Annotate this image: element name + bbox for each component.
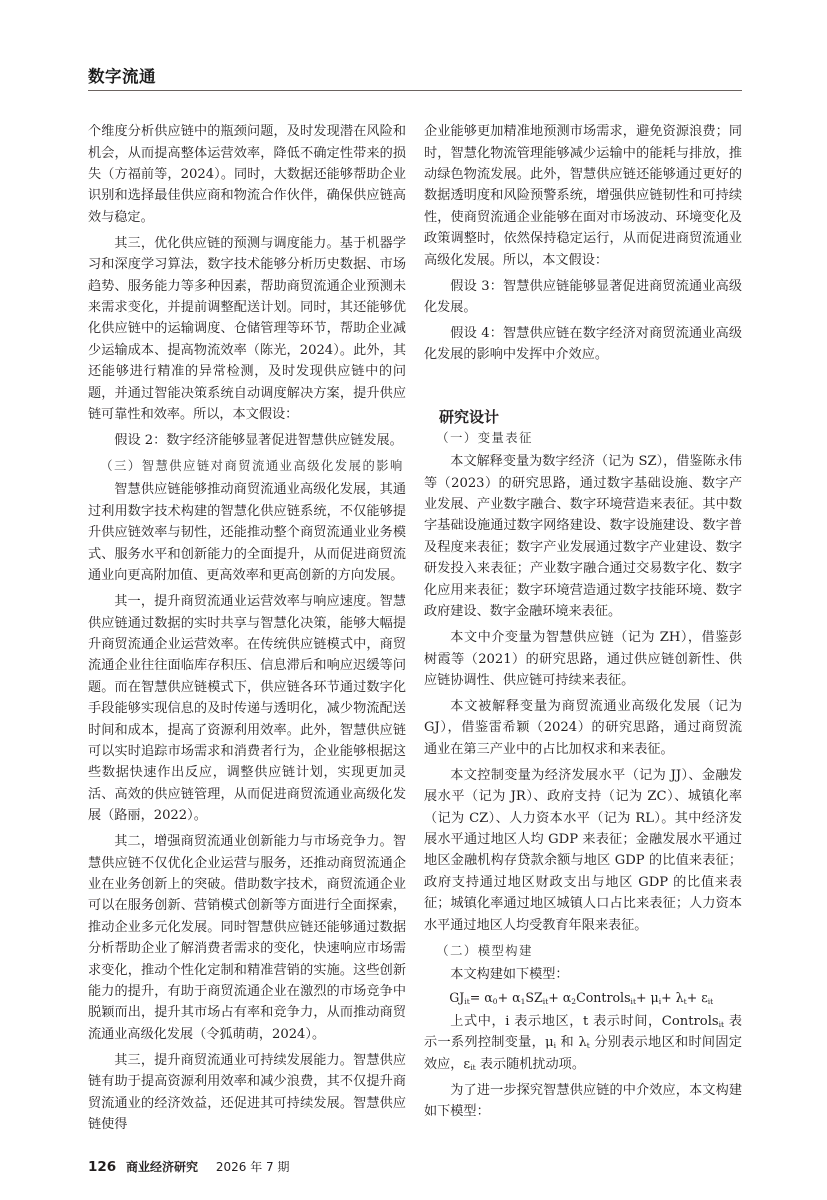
subsection-heading: （一）变量表征 — [436, 430, 533, 445]
right-column — [424, 121, 742, 1127]
text-segment: Controls — [576, 990, 631, 1006]
subscript: it — [464, 997, 470, 1007]
subsection-heading: （三）智慧供应链对商贸流通业高级化发展的影响 — [100, 459, 404, 474]
body-columns — [88, 121, 742, 1140]
paragraph: 本文控制变量为经济发展水平（记为 JJ）、金融发展水平（记为 JR）、政府支持（记为 ZC）、城镇化率（记为 CZ）、人力资本水平（记为 RL）。其中经济发展水平通过地区人均 GDP 来表征；金融发展水平通过地区金融机构存贷款余额与地区 GDP 的比值来表征；政府支持通过地区财政支出与地区 GDP 的比值来表征；城镇化率通过地区城镇人口占比来表征；人力资本水平通过地区人均受教育年限来表征。 — [424, 767, 742, 933]
section-heading: 研究设计 — [439, 407, 500, 426]
text-segment: = α — [469, 990, 493, 1006]
text-segment: + μ — [635, 990, 659, 1006]
paragraph: 个维度分析供应链中的瓶颈问题，及时发现潜在风险和机会，从而提高整体运营效率，降低不确定性带来的损失（方福前等，2024）。同时，大数据还能够帮助企业识别和选择最佳供应商和物流合作伙伴，确保供应链高效与稳定。 — [88, 124, 406, 225]
paragraph — [424, 1011, 742, 1075]
paragraph: 智慧供应链能够推动商贸流通业高级化发展，其通过利用数字技术构建的智慧化供应链系统，不仅能够提升供应链效率与韧性，还能推动整个商贸流通业业务模式、服务水平和创新能力的全面提升，从而促进商贸流通业向更高附加值、更高效率和更高创新的方向发展。 — [88, 482, 406, 584]
paragraph: 其三，优化供应链的预测与调度能力。基于机器学习和深度学习算法，数字技术能够分析历史数据、市场趋势、服务能力等多种因素，帮助商贸流通企业预测未来需求变化，并提前调整配送计划。同时，其还能够优化供应链中的运输调度、仓储管理等环节，帮助企业减少运输成本、提高物流效率（陈光，2024）。此外，其还能够进行精准的异常检测，及时发现供应链中的问题，并通过智能决策系统自动调度解决方案，提升供应链可靠性和效率。所以，本文假设： — [88, 235, 406, 423]
section-running-head: 数字流通 — [88, 67, 156, 86]
text-segment: 分别表示地区和时间固定效应，ε — [424, 1035, 742, 1072]
text-segment: 和 λ — [556, 1035, 587, 1051]
paragraph: 本文被解释变量为商贸流通业高级化发展（记为 GJ），借鉴雷希颖（2024）的研究思路，通过商贸流通业在第三产业中的占比加权求和来表征。 — [424, 698, 742, 757]
paragraph: 其二，增强商贸流通业创新能力与市场竞争力。智慧供应链不仅优化企业运营与服务，还推动商贸流通企业在业务创新上的突破。借助数字技术，商贸流通企业可以在服务创新、营销模式创新等方面进行全面探索，推动企业多元化发展。同时智慧供应链还能够通过数据分析帮助企业了解消费者需求的变化，快速响应市场需求变化，推动个性化定制和精准营销的实施。这些创新能力的提升，有助于商贸流通企业在激烈的市场竞争中脱颖而出，提升其市场占有率和竞争力，从而推动商贸流通业高级化发展（令狐萌萌，2024）。 — [88, 834, 406, 1042]
paragraph: 其三，提升商贸流通业可持续发展能力。智慧供应链有助于提高资源利用效率和减少浪费，其不仅提升商贸流通业的经济效益，还促进其可持续发展。智慧供应链使得 — [88, 1052, 406, 1133]
text-segment: + α — [548, 990, 572, 1006]
paragraph: 本文中介变量为智慧供应链（记为 ZH），借鉴彭树霞等（2021）的研究思路，通过供应链创新性、供应链协调性、供应链可持续来表征。 — [424, 630, 742, 688]
text-segment: + λ — [661, 990, 684, 1006]
subsection-heading: （二）模型构建 — [436, 943, 533, 958]
subscript: t — [683, 997, 687, 1007]
subscript: it — [630, 997, 636, 1007]
subscript: i — [553, 1041, 557, 1051]
subscript: it — [718, 1019, 725, 1029]
paragraph: 其一，提升商贸流通业运营效率与响应速度。智慧供应链通过数据的实时共享与智慧化决策，能够大幅提升商贸流通企业运营效率。在传统供应链模式中，商贸流通企业往往面临库存积压、信息滞后和响应迟缓等问题。而在智慧供应链模式下，供应链各环节通过数字化手段能够实现信息的及时传递与透明化，减少物流配送时间和成本，提高了资源利用效率。此外，智慧供应链可以实时追踪市场需求和消费者行为，企业能够根据这些数据快速作出反应，调整供应链计划，实现更加灵活、高效的供应链管理，从而促进商贸流通业高级化发展（路丽，2022）。 — [88, 594, 406, 824]
page-footer — [88, 1140, 742, 1176]
text-segment: + α — [497, 990, 521, 1006]
subscript: it — [470, 1062, 476, 1072]
hypothesis-2: 假设 2：数字经济能够显著促进智慧供应链发展。 — [114, 433, 403, 449]
subscript: 0 — [492, 997, 498, 1007]
subscript: i — [658, 997, 662, 1007]
paragraph: 本文解释变量为数字经济（记为 SZ），借鉴陈永伟等（2023）的研究思路，通过数字基础设施、数字产业发展、产业数字融合、数字环境营造来表征。其中数字基础设施通过数字网络建设、数字设施建设、数字普及程度来表征；数字产业发展通过数字产业建设、数字研发投入来表征；产业数字融合通过交易数字化、数字化应用来表征；数字环境营造通过数字技能环境、数字政府建设、数字金融环境来表征。 — [424, 454, 742, 620]
hypothesis-4: 假设 4：智慧供应链在数字经济对商贸流通业高级化发展的影响中发挥中介效应。 — [424, 326, 742, 363]
paragraph: 企业能够更加精准地预测市场需求，避免资源浪费；同时，智慧化物流管理能够减少运输中的能耗与排放，推动绿色物流发展。此外，智慧供应链还能够通过更好的数据透明度和风险预警系统，增强供应链韧性和可持续性，使商贸流通企业能够在面对市场波动、环境变化及政策调整时，依然保持稳定运行，从而促进商贸流通业高级化发展。所以，本文假设： — [424, 124, 742, 268]
issue-label: 2026 年 7 期 — [215, 1160, 290, 1175]
subscript: 2 — [571, 997, 577, 1007]
header-rule — [88, 90, 742, 91]
hypothesis-3: 假设 3：智慧供应链能够显著促进商贸流通业高级化发展。 — [424, 278, 742, 316]
paragraph: 为了进一步探究智慧供应链的中介效应，本文构建如下模型： — [424, 1082, 742, 1119]
paragraph: 本文构建如下模型： — [450, 966, 569, 982]
journal-name: 商业经济研究 — [126, 1160, 199, 1175]
text-segment: 上式中，i 表示地区，t 表示时间，Controls — [450, 1013, 719, 1029]
text-segment: 表示一系列控制变量，μ — [424, 1013, 743, 1051]
subscript: it — [707, 997, 714, 1007]
text-segment: 表示随机扰动项。 — [475, 1056, 585, 1072]
subscript: 1 — [520, 997, 526, 1007]
text-segment: SZ — [525, 990, 543, 1006]
subscript: it — [542, 997, 549, 1007]
page-number: 126 — [88, 1159, 117, 1176]
text-segment: + ε — [686, 990, 708, 1006]
left-column — [88, 121, 406, 1140]
text-segment: GJ — [449, 990, 465, 1006]
model-equation — [424, 987, 742, 1008]
subscript: t — [586, 1041, 590, 1051]
